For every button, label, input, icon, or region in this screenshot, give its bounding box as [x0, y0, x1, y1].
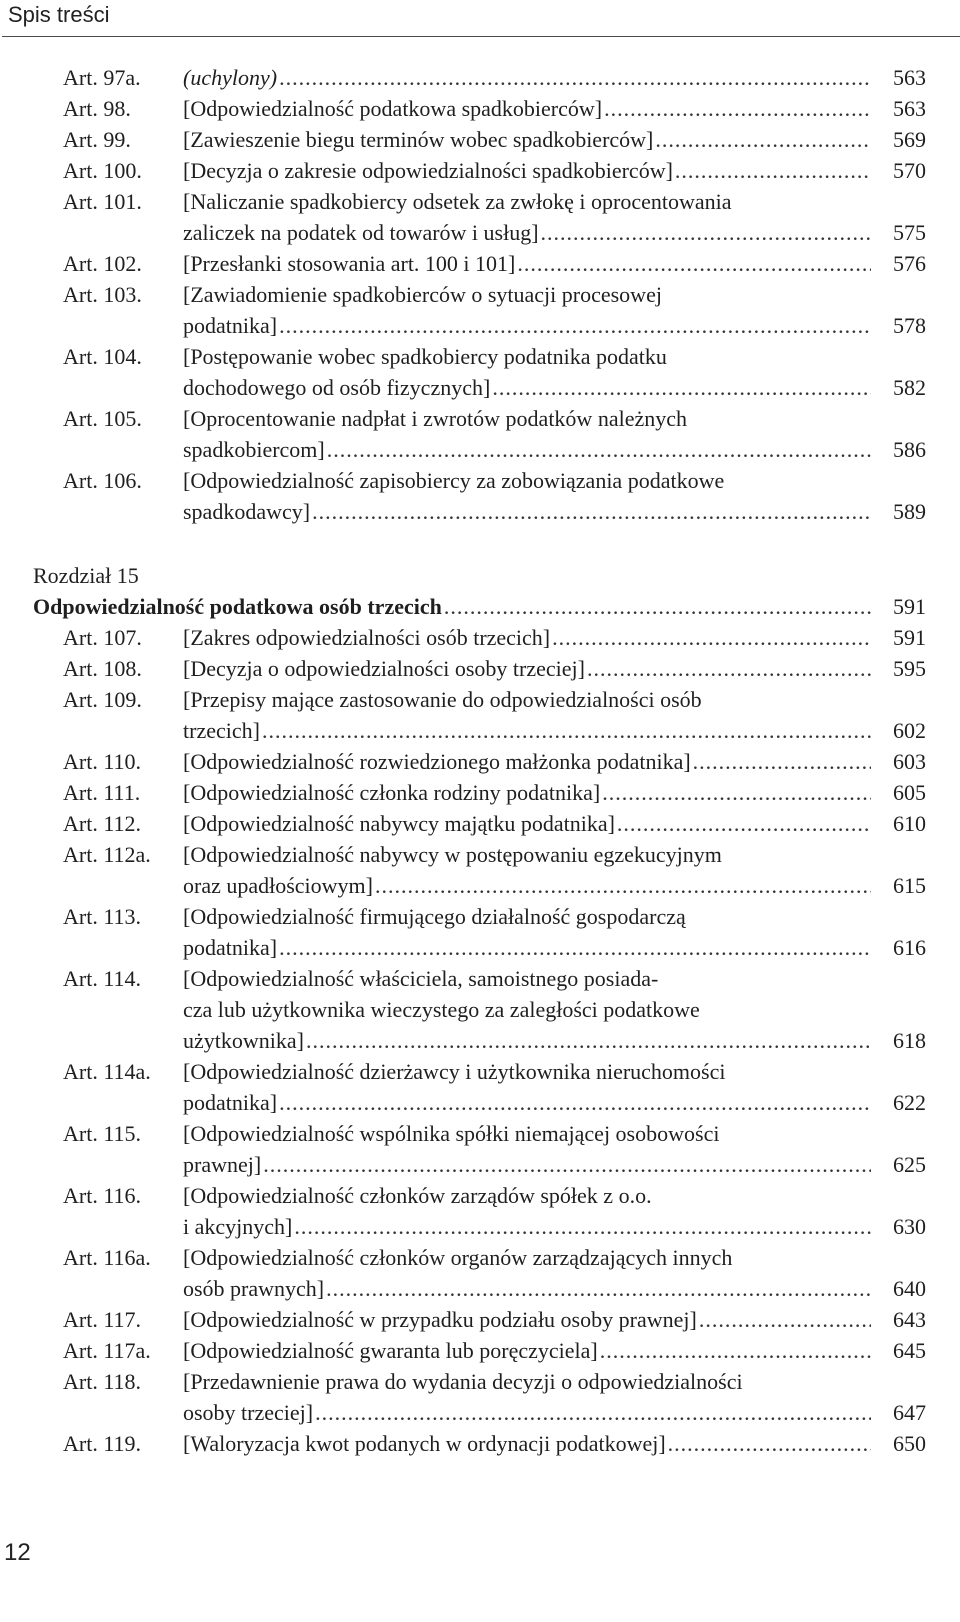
entry-title — [183, 62, 873, 93]
page-number: 591 — [893, 625, 926, 650]
toc-entry — [0, 186, 960, 248]
article-number: Art. 111. — [63, 780, 141, 805]
dot-leader — [693, 746, 871, 777]
footer-page-number: 12 — [4, 1539, 31, 1566]
article-number: Art. 107. — [63, 625, 142, 650]
toc-entry — [0, 62, 960, 93]
dot-leader — [327, 434, 871, 465]
entry-title — [183, 341, 873, 403]
entry-title-line: [Odpowiedzialność członków zarządów spółek z o.o. — [183, 1183, 652, 1208]
toc-group-2 — [0, 622, 960, 1459]
entry-title-line: [Postępowanie wobec spadkobiercy podatnika podatku — [183, 344, 667, 369]
dot-leader — [315, 1397, 871, 1428]
entry-title-line: i akcyjnych] — [183, 1214, 293, 1239]
dot-leader — [517, 248, 871, 279]
page-number: 650 — [893, 1431, 926, 1456]
entry-title-line: [Odpowiedzialność zapisobiercy za zobowiązania podatkowe — [183, 468, 725, 493]
page-number: 570 — [893, 158, 926, 183]
toc-entry — [0, 684, 960, 746]
toc-entry — [0, 341, 960, 403]
page-number: 645 — [893, 1338, 926, 1363]
page-number: 647 — [893, 1400, 926, 1425]
entry-title-line: [Decyzja o odpowiedzialności osoby trzeciej] — [183, 656, 585, 681]
dot-leader — [326, 1273, 871, 1304]
toc-entry — [0, 248, 960, 279]
entry-title — [183, 279, 873, 341]
dot-leader — [617, 808, 871, 839]
toc-entry — [0, 622, 960, 653]
entry-title-line: podatnika] — [183, 1090, 278, 1115]
entry-title-line: [Odpowiedzialność firmującego działalność gospodarczą — [183, 904, 686, 929]
toc-entry — [0, 124, 960, 155]
entry-title — [183, 684, 873, 746]
entry-title-line: [Waloryzacja kwot podanych w ordynacji podatkowej] — [183, 1431, 666, 1456]
page-number: 625 — [893, 1152, 926, 1177]
page-number: 610 — [893, 811, 926, 836]
entry-title-line: [Odpowiedzialność członka rodziny podatnika] — [183, 780, 601, 805]
dot-leader — [552, 622, 871, 653]
dot-leader — [279, 932, 871, 963]
entry-title-line: prawnej] — [183, 1152, 262, 1177]
entry-title — [183, 403, 873, 465]
page-number: 575 — [893, 220, 926, 245]
dot-leader — [375, 870, 871, 901]
dot-leader — [492, 372, 871, 403]
toc-entry — [0, 653, 960, 684]
entry-title-line: [Przepisy mające zastosowanie do odpowiedzialności osób — [183, 687, 702, 712]
article-number: Art. 117a. — [63, 1338, 151, 1363]
toc-entry — [0, 279, 960, 341]
page-number: 589 — [893, 499, 926, 524]
toc-entry — [0, 746, 960, 777]
page-number: 563 — [893, 96, 926, 121]
entry-title — [183, 1428, 873, 1459]
entry-title-line: osób prawnych] — [183, 1276, 325, 1301]
entry-title-line: [Naliczanie spadkobiercy odsetek za zwłokę i oprocentowania — [183, 189, 732, 214]
page-number: 595 — [893, 656, 926, 681]
article-number: Art. 113. — [63, 904, 142, 929]
dot-leader — [602, 777, 871, 808]
header-title: Spis treści — [8, 2, 110, 27]
article-number: Art. 116. — [63, 1183, 142, 1208]
article-number: Art. 115. — [63, 1121, 142, 1146]
entry-title — [183, 901, 873, 963]
toc-entry — [0, 1118, 960, 1180]
page-number: 569 — [893, 127, 926, 152]
toc-entry — [0, 155, 960, 186]
article-number: Art. 104. — [63, 344, 142, 369]
toc-entry — [0, 1428, 960, 1459]
chapter-title — [33, 591, 868, 622]
dot-leader — [262, 715, 871, 746]
toc-entry — [0, 777, 960, 808]
page-number: 586 — [893, 437, 926, 462]
toc-entry — [0, 901, 960, 963]
article-number: Art. 98. — [63, 96, 131, 121]
dot-leader — [279, 310, 871, 341]
article-number: Art. 112a. — [63, 842, 151, 867]
dot-leader — [587, 653, 871, 684]
page-number: 576 — [893, 251, 926, 276]
article-number: Art. 97a. — [63, 65, 141, 90]
entry-title-line: [Odpowiedzialność nabywcy majątku podatnika] — [183, 811, 615, 836]
page-number: 578 — [893, 313, 926, 338]
entry-title-line: użytkownika] — [183, 1028, 304, 1053]
entry-title-line: trzecich] — [183, 718, 260, 743]
chapter-page-number: 591 — [893, 594, 926, 619]
page-number: 615 — [893, 873, 926, 898]
toc-entry — [0, 465, 960, 527]
entry-title-line: podatnika] — [183, 935, 278, 960]
toc-entry — [0, 1180, 960, 1242]
entry-title-line: osoby trzeciej] — [183, 1400, 314, 1425]
entry-title — [183, 93, 873, 124]
entry-title-line: [Przesłanki stosowania art. 100 i 101] — [183, 251, 516, 276]
chapter-title-text: Odpowiedzialność podatkowa osób trzecich — [33, 594, 442, 619]
toc-entry — [0, 808, 960, 839]
entry-title — [183, 746, 873, 777]
toc-entry — [0, 1056, 960, 1118]
entry-title — [183, 155, 873, 186]
article-number: Art. 105. — [63, 406, 142, 431]
article-number: Art. 101. — [63, 189, 142, 214]
entry-title-line: [Odpowiedzialność rozwiedzionego małżonka podatnika] — [183, 749, 691, 774]
page-number: 605 — [893, 780, 926, 805]
page-number: 603 — [893, 749, 926, 774]
article-number: Art. 99. — [63, 127, 131, 152]
entry-title — [183, 465, 873, 527]
article-number: Art. 109. — [63, 687, 142, 712]
entry-title-line: [Zawieszenie biegu terminów wobec spadkobierców] — [183, 127, 654, 152]
dot-leader — [668, 1428, 871, 1459]
entry-title-line: (uchylony) — [183, 65, 278, 90]
entry-title-line: [Odpowiedzialność dzierżawcy i użytkownika nieruchomości — [183, 1059, 726, 1084]
dot-leader — [675, 155, 871, 186]
page-number: 618 — [893, 1028, 926, 1053]
entry-title-line: [Zakres odpowiedzialności osób trzecich] — [183, 625, 551, 650]
article-number: Art. 114a. — [63, 1059, 151, 1084]
article-number: Art. 117. — [63, 1307, 142, 1332]
page-number: 640 — [893, 1276, 926, 1301]
entry-title-line: [Oprocentowanie nadpłat i zwrotów podatków należnych — [183, 406, 687, 431]
entry-title-line: [Odpowiedzialność gwaranta lub poręczyciela] — [183, 1338, 598, 1363]
entry-title-line: [Odpowiedzialność nabywcy w postępowaniu egzekucyjnym — [183, 842, 722, 867]
dot-leader — [263, 1149, 871, 1180]
entry-title-line: [Odpowiedzialność podatkowa spadkobierców] — [183, 96, 603, 121]
entry-title — [183, 1304, 873, 1335]
page-number: 622 — [893, 1090, 926, 1115]
entry-title-line: [Odpowiedzialność członków organów zarządzających innych — [183, 1245, 733, 1270]
dot-leader — [655, 124, 871, 155]
entry-title-line: [Odpowiedzialność w przypadku podziału osoby prawnej] — [183, 1307, 697, 1332]
dot-leader — [312, 496, 871, 527]
entry-title — [183, 1056, 873, 1118]
entry-title-line: [Zawiadomienie spadkobierców o sytuacji procesowej — [183, 282, 662, 307]
entry-title — [183, 248, 873, 279]
toc-entry — [0, 403, 960, 465]
entry-title — [183, 1366, 873, 1428]
toc-entry — [0, 1242, 960, 1304]
article-number: Art. 116a. — [63, 1245, 151, 1270]
article-number: Art. 103. — [63, 282, 142, 307]
article-number: Art. 102. — [63, 251, 142, 276]
chapter-label: Rozdział 15 — [33, 563, 139, 588]
toc-entry — [0, 1366, 960, 1428]
article-number: Art. 112. — [63, 811, 142, 836]
entry-title — [183, 1180, 873, 1242]
dot-leader — [541, 217, 871, 248]
page-header — [2, 0, 960, 37]
toc-entry — [0, 1335, 960, 1366]
page-number: 602 — [893, 718, 926, 743]
dot-leader — [279, 62, 871, 93]
toc-entry — [0, 1304, 960, 1335]
entry-title — [183, 808, 873, 839]
dot-leader — [294, 1211, 871, 1242]
toc-group-1 — [0, 62, 960, 527]
page-number: 630 — [893, 1214, 926, 1239]
dot-leader — [444, 591, 871, 622]
entry-title-line: podatnika] — [183, 313, 278, 338]
dot-leader — [306, 1025, 871, 1056]
entry-title-line: cza lub użytkownika wieczystego za zaległości podatkowe — [183, 997, 700, 1022]
entry-title — [183, 963, 873, 1056]
dot-leader — [699, 1304, 871, 1335]
toc-entry — [0, 839, 960, 901]
dot-leader — [600, 1335, 871, 1366]
article-number: Art. 118. — [63, 1369, 142, 1394]
entry-title-line: [Odpowiedzialność właściciela, samoistnego posiada- — [183, 966, 659, 991]
dot-leader — [279, 1087, 871, 1118]
entry-title-line: zaliczek na podatek od towarów i usług] — [183, 220, 539, 245]
article-number: Art. 114. — [63, 966, 142, 991]
article-number: Art. 110. — [63, 749, 142, 774]
dot-leader — [604, 93, 871, 124]
entry-title — [183, 622, 873, 653]
article-number: Art. 108. — [63, 656, 142, 681]
entry-title-line: spadkobiercom] — [183, 437, 325, 462]
toc-entry — [0, 963, 960, 1056]
entry-title — [183, 124, 873, 155]
entry-title-line: [Odpowiedzialność wspólnika spółki niemającej osobowości — [183, 1121, 720, 1146]
page-number: 643 — [893, 1307, 926, 1332]
entry-title — [183, 777, 873, 808]
entry-title-line: dochodowego od osób fizycznych] — [183, 375, 491, 400]
entry-title-line: [Decyzja o zakresie odpowiedzialności spadkobierców] — [183, 158, 673, 183]
article-number: Art. 119. — [63, 1431, 142, 1456]
toc-entry — [0, 93, 960, 124]
entry-title — [183, 1242, 873, 1304]
article-number: Art. 106. — [63, 468, 142, 493]
page-number: 582 — [893, 375, 926, 400]
page-number: 616 — [893, 935, 926, 960]
entry-title — [183, 1335, 873, 1366]
entry-title — [183, 653, 873, 684]
entry-title — [183, 1118, 873, 1180]
entry-title-line: oraz upadłościowym] — [183, 873, 373, 898]
page-number: 563 — [893, 65, 926, 90]
entry-title — [183, 839, 873, 901]
entry-title-line: [Przedawnienie prawa do wydania decyzji o odpowiedzialności — [183, 1369, 743, 1394]
entry-title-line: spadkodawcy] — [183, 499, 311, 524]
entry-title — [183, 186, 873, 248]
article-number: Art. 100. — [63, 158, 142, 183]
